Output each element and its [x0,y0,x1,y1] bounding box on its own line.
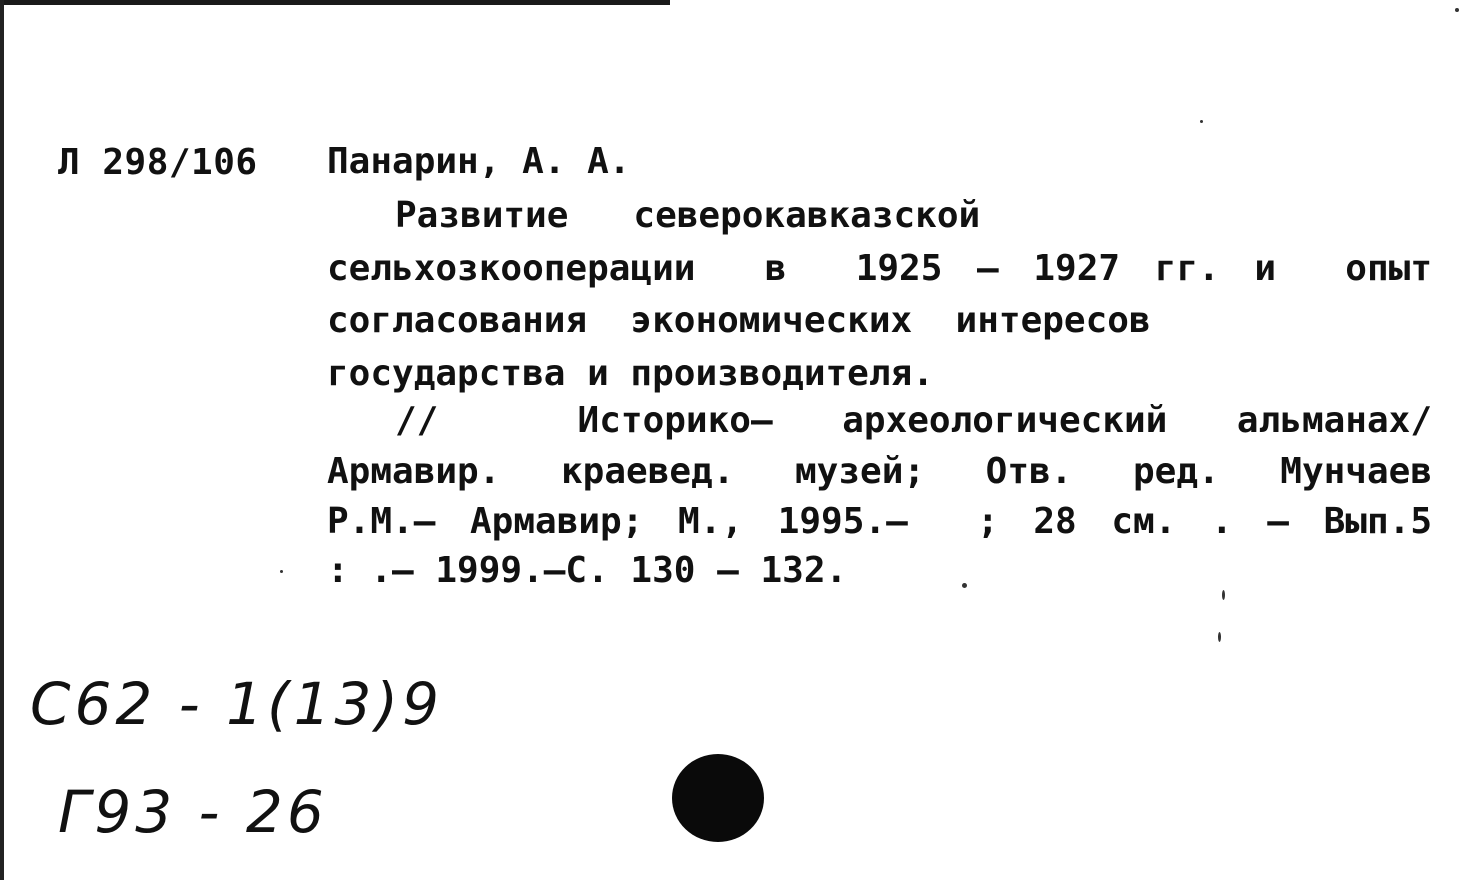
dust-speck [280,570,283,573]
dust-speck [1455,8,1459,12]
punch-hole [668,748,768,844]
dust-speck [962,583,967,588]
author-line: Панарин, А. А. [327,141,631,182]
source-line-3: Р.М.– Армавир; М., 1995.– ; 28 см. . – Вып.5 [327,501,1432,542]
dust-speck [1218,632,1221,642]
title-line-2: сельхозкооперации в 1925 – 1927 гг. и опыт [327,248,1432,289]
title-line-3: согласования экономических интересов [327,300,1151,341]
card-left-edge [0,0,4,880]
dust-speck [1222,590,1225,600]
handwritten-cutter-number: Г93 - 26 [58,778,328,846]
source-line-2: Армавир. краевед. музей; Отв. ред. Мунчаев [327,451,1432,492]
dust-speck [1200,120,1203,123]
handwritten-classification: С62 - 1(13)9 [30,670,443,738]
title-line-4: государства и производителя. [327,353,934,394]
card-top-edge [0,0,670,5]
shelfmark: Л 298/106 [58,142,258,183]
title-line-1: Развитие северокавказской [395,195,981,236]
source-line-4: : .– 1999.–С. 130 – 132. [327,550,848,591]
source-line-1: // Историко– археологический альманах/ [395,400,1432,441]
